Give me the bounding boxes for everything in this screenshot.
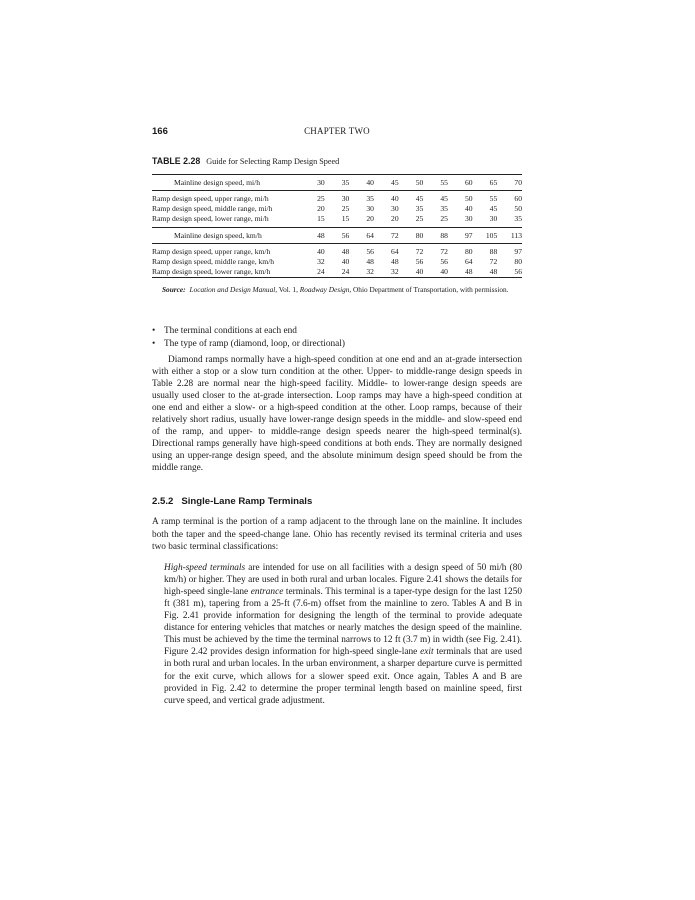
- book-page: [152, 124, 522, 707]
- table-row: [152, 214, 522, 224]
- table-cell: 40: [341, 257, 350, 266]
- list-item: [152, 325, 522, 338]
- table-cell: 30: [300, 175, 325, 191]
- term-entrance: entrance: [250, 586, 284, 597]
- table-cell: 72: [415, 247, 424, 256]
- source-volume: , Vol. 1,: [275, 285, 300, 294]
- table-cell: 15: [317, 214, 325, 223]
- table-cell: 20: [366, 214, 374, 223]
- table-cell: 45: [489, 204, 498, 213]
- table-cell: 40: [423, 267, 448, 278]
- table-cell: 72: [440, 247, 448, 256]
- table-cell: 32: [317, 257, 325, 266]
- bullet-icon: •: [152, 338, 156, 349]
- table-cell: 80: [514, 257, 522, 266]
- table-cell: 30: [465, 214, 473, 223]
- table-row-label: Ramp design speed, lower range, mi/h: [152, 214, 269, 223]
- table-cell: 65: [473, 175, 498, 191]
- paragraph-terminal-intro: A ramp terminal is the portion of a ramp adjacent to the through lane on the mainline. It includes both the taper and the speed-change lane. Ohio has recently revised its terminal criteria and uses two basic terminal classifications:: [152, 517, 522, 552]
- table-cell: 60: [448, 175, 473, 191]
- table-cell: 48: [448, 267, 473, 278]
- table-cell: 50: [514, 204, 522, 213]
- paragraph-text: terminals that are used in both rural and urban locales. In the urban environment, a sharper departure curve is permitted for the exit curve, which allows for a slower speed exit. Once again, Tables A and B are provided in Fig. 2.42 to determine the proper terminal length based on mainline speed, first curve speed, and vertical grade adjustment.: [164, 647, 522, 706]
- term-high-speed-terminals: High-speed terminals: [164, 562, 246, 573]
- table-cell: 80: [399, 228, 424, 244]
- page-number: 166: [152, 126, 168, 137]
- table-cell: 72: [489, 257, 498, 266]
- table-cell: 55: [423, 175, 448, 191]
- table-row-label: Ramp design speed, upper range, mi/h: [152, 194, 269, 203]
- source-label: Source:: [162, 285, 186, 294]
- table-cell: 48: [341, 247, 350, 256]
- paragraph-ramp-types: Diamond ramps normally have a high-speed condition at one end and an at-grade intersection with either a stop or a slow turn condition at the other. Upper- to middle-range design speeds in Table 2.28 are normal near the high-speed facility. Middle- to lower-range design speeds are usually used closer to the at-grade intersection. Loop ramps may have a high-speed condition at one end and either a slow- or a high-speed condition at the other. Loop ramps, because of their relatively short radius, usually have lower-range design speeds in the middle- and slow-speed end of the ramp, and upper- to middle-range design speeds nearer the high-speed terminal(s). Directional ramps generally have high-speed conditions at both ends. They are normally designed using an upper-range design speed, and the absolute minimum design speed should be from the middle range.: [152, 354, 522, 474]
- term-exit: exit: [420, 647, 434, 658]
- table-cell: 35: [325, 175, 350, 191]
- table-row: [152, 204, 522, 214]
- source-manual: Location and Design Manual: [189, 285, 276, 294]
- table-cell: 40: [465, 204, 473, 213]
- table-cell: 25: [317, 194, 325, 203]
- table-cell: 30: [489, 214, 498, 223]
- table-row: [152, 194, 522, 204]
- table-cell: 25: [341, 204, 350, 213]
- table-cell: 48: [366, 257, 374, 266]
- table-cell: 45: [374, 175, 399, 191]
- table-cell: 64: [465, 257, 473, 266]
- table-header-row: [152, 228, 522, 244]
- table-cell: 80: [465, 247, 473, 256]
- source-part: Roadway Design: [299, 285, 350, 294]
- table-cell: 15: [341, 214, 350, 223]
- table-cell: 30: [366, 204, 374, 213]
- table-row: [152, 247, 522, 257]
- table-number: TABLE 2.28: [152, 156, 201, 166]
- paragraph-text: terminals. This terminal is a taper-type design for the last 1250 ft (381 m), tapering from a 25-ft (7.6-m) offset from the mainline to zero. Tables A and B in Fig. 2.41 provide information for designing the length of the terminal to provide adequate distance for entering vehicles that matches or nearly matches the design speed of the mainline. This must be achieved by the time the terminal narrows to 12 ft (3.7 m) in width (see Fig. 2.41). Figure 2.42 provides design information for high-speed single-lane: [164, 586, 523, 658]
- running-header: [152, 124, 522, 140]
- table-cell: 30: [391, 204, 399, 213]
- table-cell: 32: [349, 267, 374, 278]
- table-row-label: Mainline design speed, mi/h: [152, 175, 300, 191]
- table-row-label: Ramp design speed, middle range, km/h: [152, 257, 275, 266]
- table-row-label: Mainline design speed, km/h: [152, 228, 300, 244]
- table-cell: 20: [317, 204, 325, 213]
- table-cell: 35: [440, 204, 448, 213]
- table-cell: 48: [473, 267, 498, 278]
- table-cell: 72: [374, 228, 399, 244]
- table-cell: 32: [374, 267, 399, 278]
- table-row: [152, 257, 522, 267]
- table-cell: 97: [514, 247, 522, 256]
- table-cell: 64: [391, 247, 399, 256]
- list-item: [152, 338, 522, 351]
- table-cell: 56: [440, 257, 448, 266]
- table-cell: 35: [366, 194, 374, 203]
- table-row-label: Ramp design speed, lower range, km/h: [152, 267, 300, 278]
- table-cell: 97: [448, 228, 473, 244]
- section-number: 2.5.2: [152, 496, 174, 508]
- table-cell: 48: [391, 257, 399, 266]
- table-cell: 35: [514, 214, 522, 223]
- table-cell: 56: [366, 247, 374, 256]
- table-title: Guide for Selecting Ramp Design Speed: [206, 157, 340, 166]
- ramp-design-speed-table: [152, 174, 522, 278]
- table-caption: [152, 156, 522, 166]
- table-cell: 40: [399, 267, 424, 278]
- table-cell: 40: [391, 194, 399, 203]
- table-row: [152, 267, 522, 278]
- paragraph-text: are intended for use on all facilities with a design speed of 50 mi/h (80 km/h) or higher. They are used in both rural and urban locales. Figure 2.41 shows the details for high-speed single-lane: [164, 562, 522, 597]
- table-cell: 48: [300, 228, 325, 244]
- bullet-list: [152, 325, 522, 351]
- table-cell: 60: [514, 194, 522, 203]
- table-cell: 105: [473, 228, 498, 244]
- table-cell: 25: [440, 214, 448, 223]
- table-cell: 56: [415, 257, 424, 266]
- table-cell: 88: [423, 228, 448, 244]
- bullet-icon: •: [152, 325, 156, 336]
- table-source-note: [152, 285, 522, 295]
- table-cell: 56: [497, 267, 522, 278]
- table-cell: 64: [349, 228, 374, 244]
- table-cell: 50: [399, 175, 424, 191]
- table-cell: 56: [325, 228, 350, 244]
- paragraph-high-speed-terminals: [152, 562, 522, 707]
- table-cell: 35: [415, 204, 424, 213]
- table-row-label: Ramp design speed, middle range, mi/h: [152, 204, 273, 213]
- table-cell: 55: [489, 194, 498, 203]
- table-cell: 24: [300, 267, 325, 278]
- table-cell: 24: [325, 267, 350, 278]
- table-cell: 45: [440, 194, 448, 203]
- table-cell: 45: [415, 194, 424, 203]
- table-cell: 50: [465, 194, 473, 203]
- table-cell: 20: [391, 214, 399, 223]
- chapter-title: CHAPTER TWO: [304, 126, 370, 136]
- section-title: Single-Lane Ramp Terminals: [181, 496, 313, 508]
- table-cell: 40: [349, 175, 374, 191]
- table-cell: 88: [489, 247, 498, 256]
- table-cell: 40: [317, 247, 325, 256]
- section-heading: [152, 496, 522, 507]
- table-cell: 70: [497, 175, 522, 191]
- table-cell: 25: [415, 214, 424, 223]
- table-row-label: Ramp design speed, upper range, km/h: [152, 247, 271, 256]
- source-rest: , Ohio Department of Transportation, with permission.: [349, 285, 509, 294]
- list-item-text: The terminal conditions at each end: [164, 325, 297, 336]
- table-cell: 30: [341, 194, 350, 203]
- table-cell: 113: [497, 228, 522, 244]
- list-item-text: The type of ramp (diamond, loop, or directional): [164, 338, 345, 349]
- table-header-row: [152, 175, 522, 191]
